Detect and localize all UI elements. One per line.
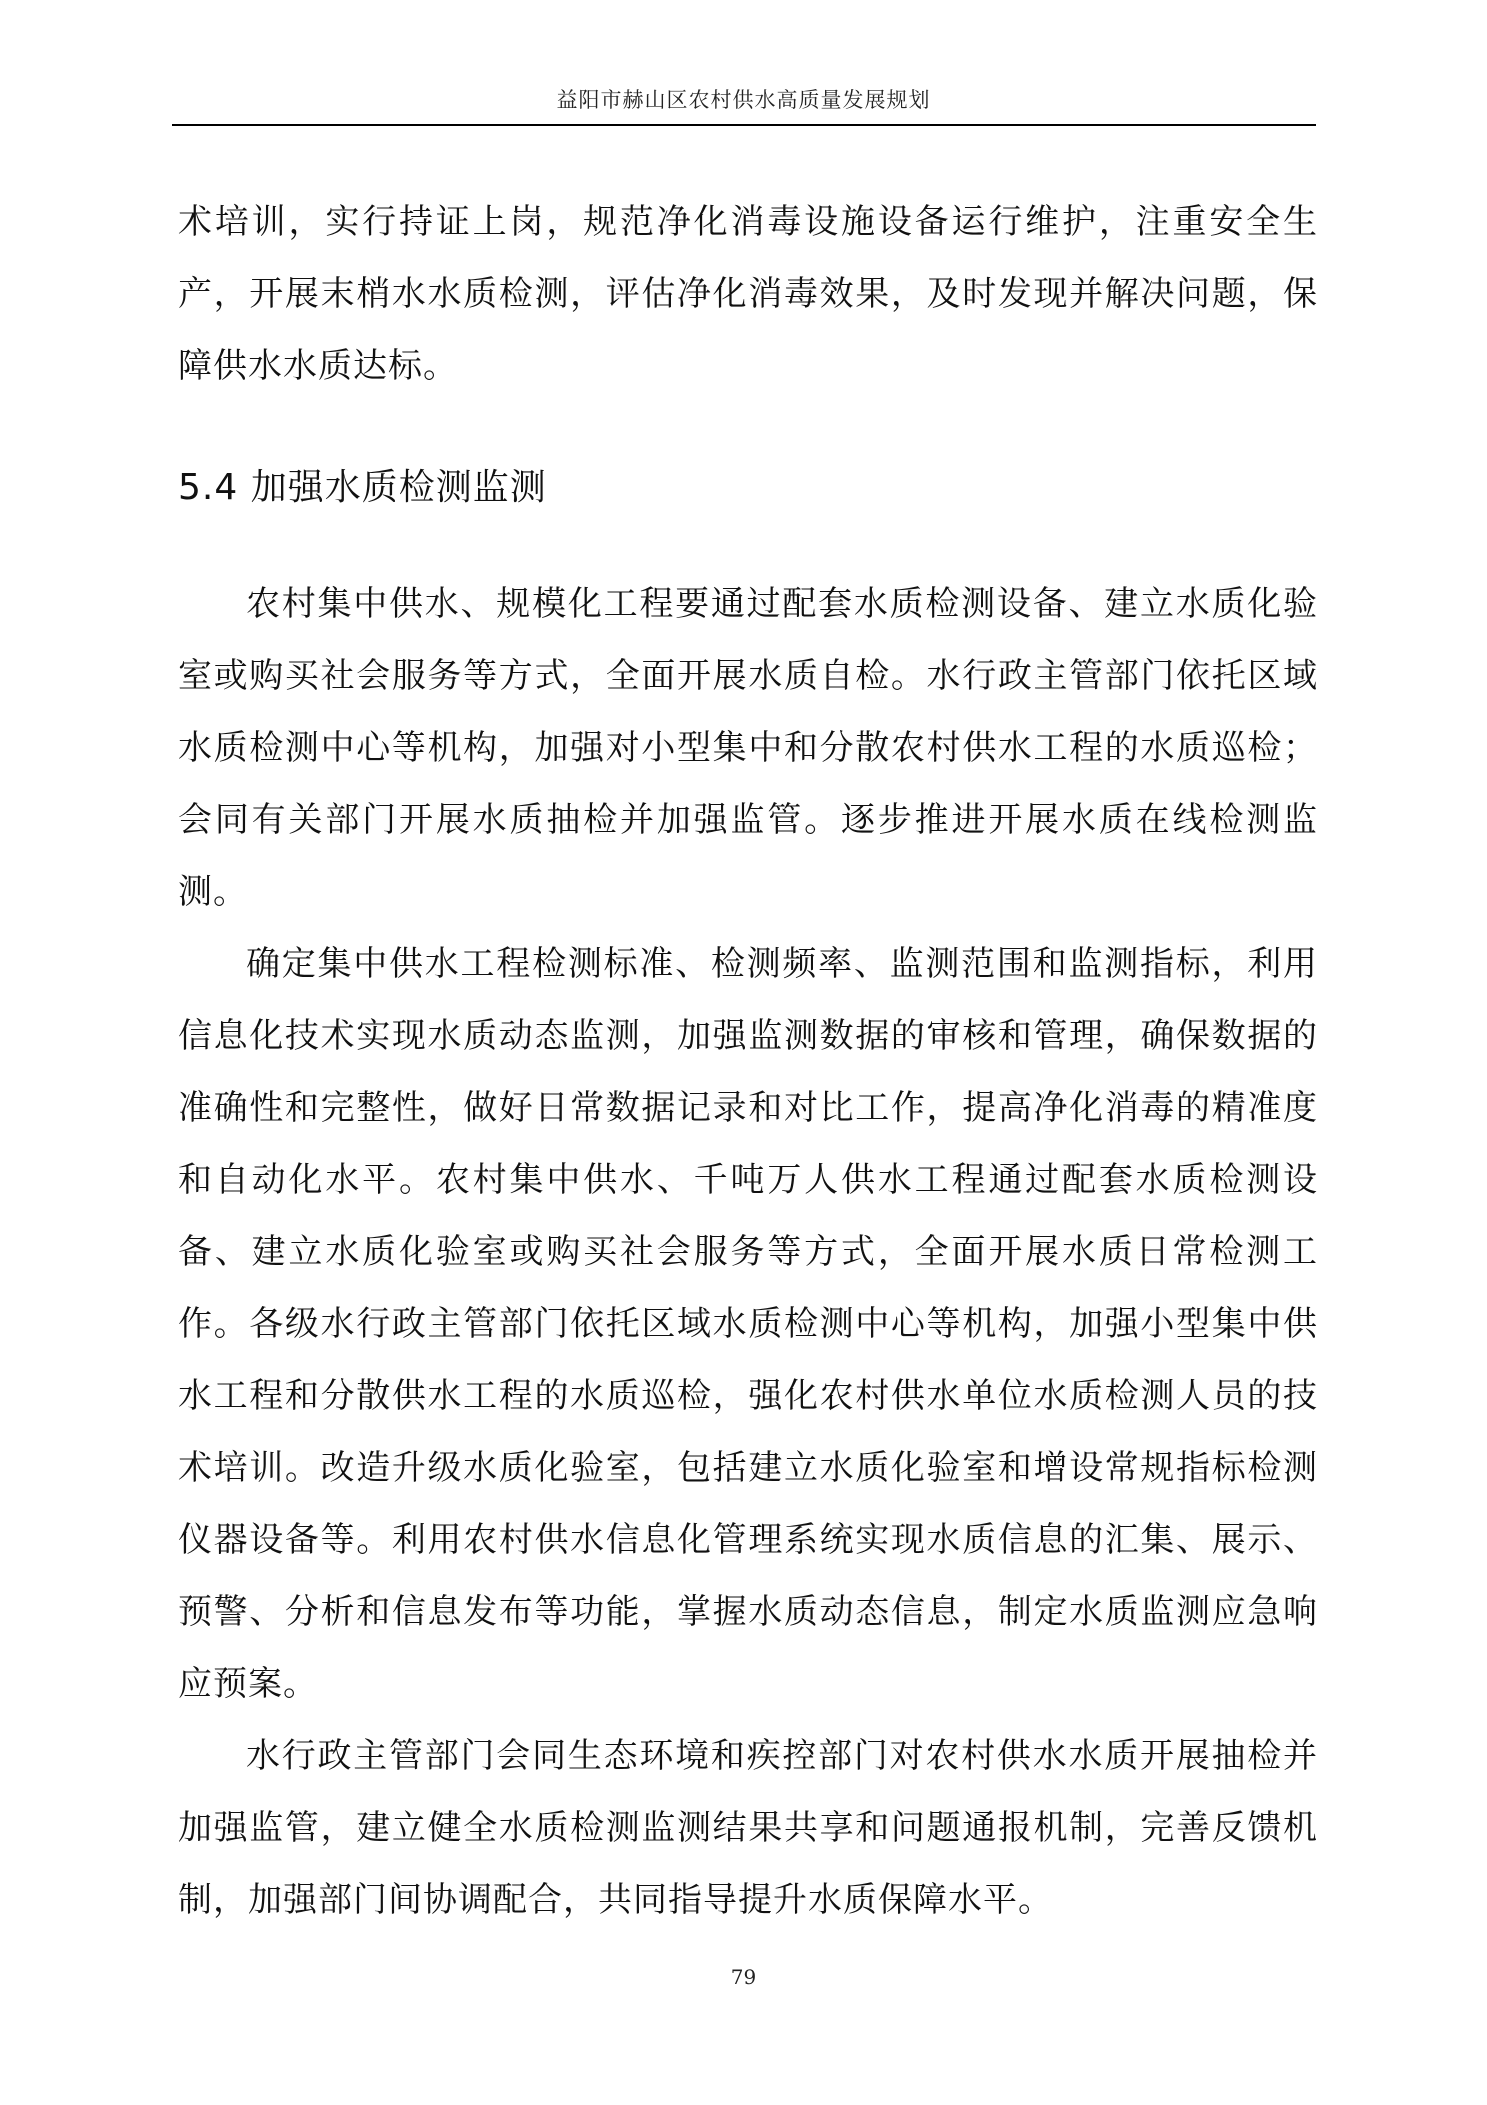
running-header: 益阳市赫山区农村供水高质量发展规划 xyxy=(556,88,931,112)
page-body xyxy=(178,186,1318,1936)
header-divider xyxy=(172,124,1316,126)
page-number: 79 xyxy=(730,1965,757,1989)
continued-paragraph: 术培训，实行持证上岗，规范净化消毒设施设备运行维护，注重安全生产，开展末梢水水质检测，评估净化消毒效果，及时发现并解决问题，保障供水水质达标。 xyxy=(178,202,1318,386)
body-paragraph: 农村集中供水、规模化工程要通过配套水质检测设备、建立水质化验室或购买社会服务等方式，全面开展水质自检。水行政主管部门依托区域水质检测中心等机构，加强对小型集中和分散农村供水工程的水质巡检；会同有关部门开展水质抽检并加强监管。逐步推进开展水质在线检测监测。 xyxy=(178,584,1318,912)
body-paragraph: 确定集中供水工程检测标准、检测频率、监测范围和监测指标，利用信息化技术实现水质动态监测，加强监测数据的审核和管理，确保数据的准确性和完整性，做好日常数据记录和对比工作，提高净化消毒的精准度和自动化水平。农村集中供水、千吨万人供水工程通过配套水质检测设备、建立水质化验室或购买社会服务等方式，全面开展水质日常检测工作。各级水行政主管部门依托区域水质检测中心等机构，加强小型集中供水工程和分散供水工程的水质巡检，强化农村供水单位水质检测人员的技术培训。改造升级水质化验室，包括建立水质化验室和增设常规指标检测仪器设备等。利用农村供水信息化管理系统实现水质信息的汇集、展示、预警、分析和信息发布等功能，掌握水质动态信息，制定水质监测应急响应预案。 xyxy=(178,944,1318,1704)
body-paragraph: 水行政主管部门会同生态环境和疾控部门对农村供水水质开展抽检并加强监管，建立健全水质检测监测结果共享和问题通报机制，完善反馈机制，加强部门间协调配合，共同指导提升水质保障水平。 xyxy=(178,1736,1318,1920)
section-heading: 5.4 加强水质检测监测 xyxy=(178,467,547,508)
